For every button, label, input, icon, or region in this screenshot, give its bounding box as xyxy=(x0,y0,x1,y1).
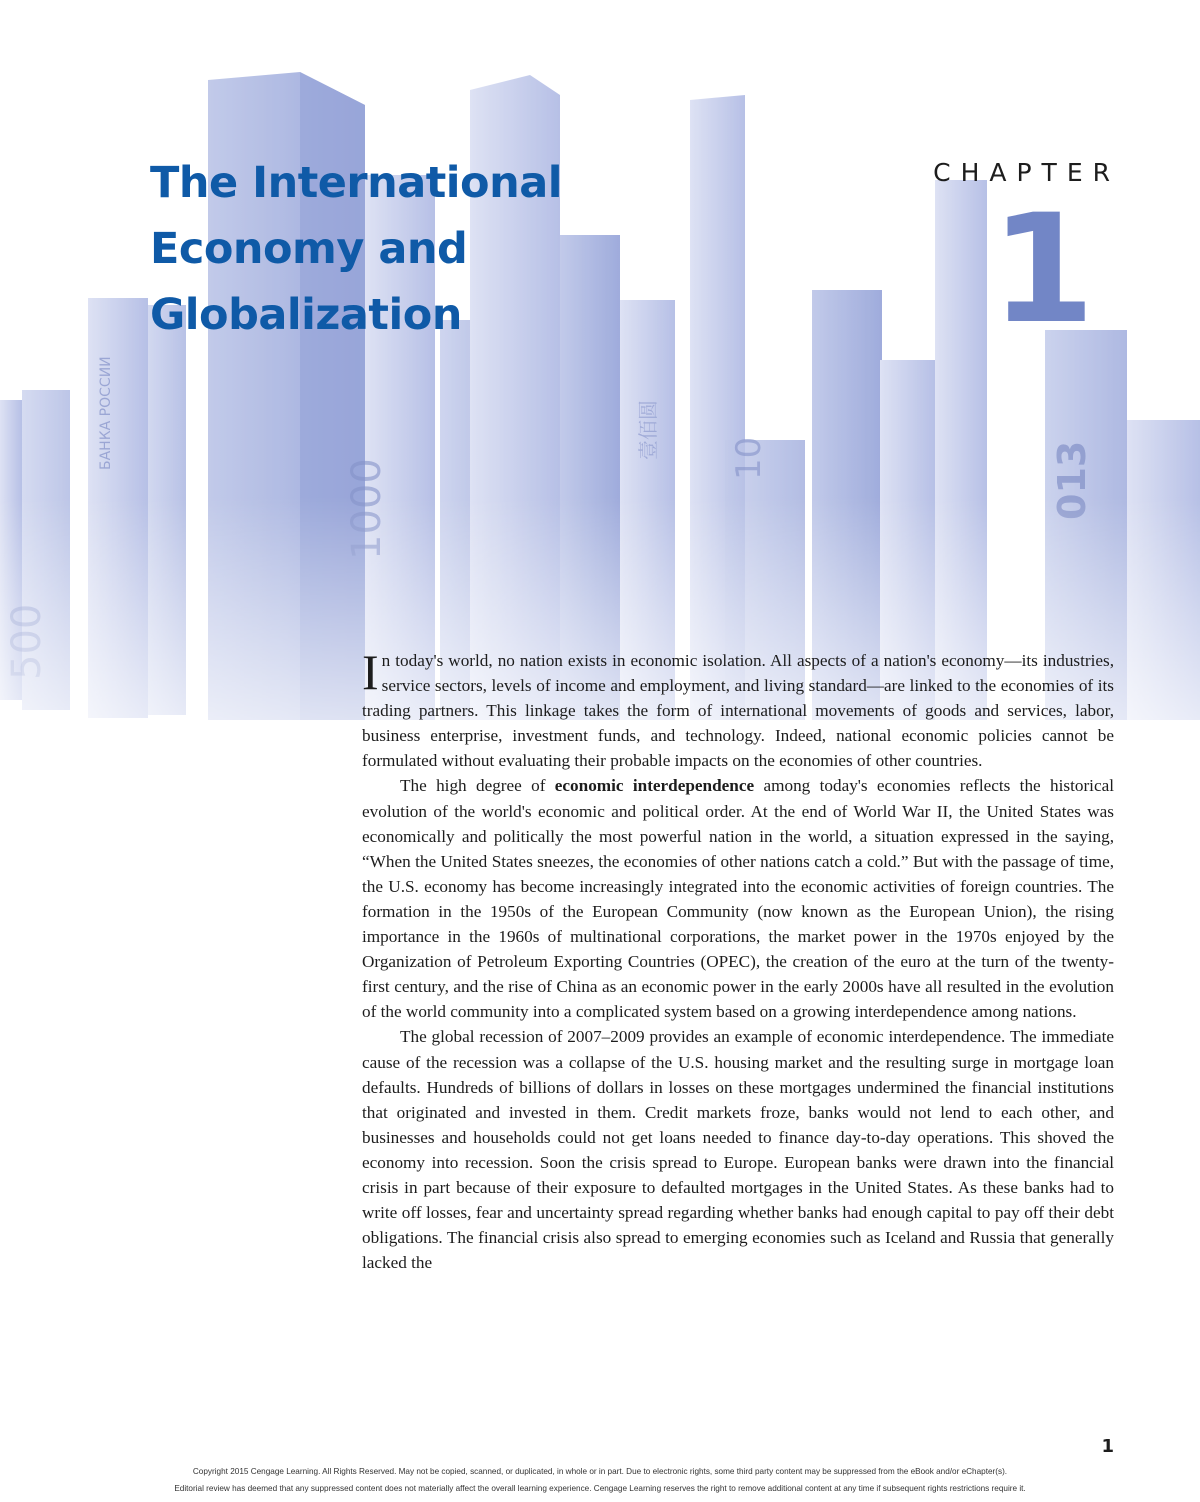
paragraph-3: The global recession of 2007–2009 provides an example of economic interdependence. The immediate cause of the recession was a collapse of the U.S. housing market and the resulting surge in mortgage loan defaults. Hundreds of billions of dollars in losses on these mortgages undermined the financial institutions that originated and invested in them. Credit markets froze, banks would not lend to each other, and businesses and households could not get loans needed to finance day-to-day operations. This shoved the economy into recession. Soon the crisis spread to Europe. European banks were drawn into the financial crisis in part because of their exposure to defaulted mortgages in the United States. As these banks had to write off losses, fear and uncertainty spread regarding whether banks had enough capital to pay off their debt obligations. The financial crisis also spread to emerging economies such as Iceland and Russia that generally lacked the xyxy=(362,1027,1114,1273)
paragraph-1-text: n today's world, no nation exists in economic isolation. All aspects of a nation's economy—its industries, service sectors, levels of income and employment, and living standard—are linked to the economies of its trading partners. This linkage takes the form of international movements of goods and services, labor, business enterprise, investment funds, and technology. Indeed, national economic policies cannot be formulated without evaluating their probable impacts on the economies of other countries. xyxy=(362,651,1114,771)
chapter-title-line-1: The International xyxy=(150,158,562,208)
chapter-number: 1 xyxy=(990,183,1095,357)
copyright-line-2: Editorial review has deemed that any suppressed content does not materially affect the overall learning experience. Cengage Learning reserves the right to remove additional content at any time if subsequent rights restrictions require it. xyxy=(174,1484,1026,1493)
body-text xyxy=(362,644,1114,1275)
paragraph-2 xyxy=(362,773,1114,1024)
chapter-title-line-2: Economy and xyxy=(150,224,468,274)
page-number: 1 xyxy=(1101,1436,1114,1457)
chapter-title-line-3: Globalization xyxy=(150,290,462,340)
key-term: economic interdependence xyxy=(554,776,755,796)
chapter-label: CHAPTER xyxy=(933,158,1120,187)
drop-cap: I xyxy=(362,644,379,700)
paragraph-2-text-end: among today's economies reflects the historical evolution of the world's economic and political order. At the end of World War II, the United States was economically and politically the most powerful nation in the world, a situation expressed in the saying, “When the United States sneezes, the economies of other nations catch a cold.” But with the passage of time, the U.S. economy has become increasingly integrated into the economic activities of foreign countries. The formation in the 1950s of the European Community (now known as the European Union), the rising importance in the 1960s of multinational corporations, the market power in the 1970s enjoyed by the Organization of Petroleum Exporting Countries (OPEC), the creation of the euro at the turn of the twenty-first century, and the rise of China as an economic power in the early 2000s have all resulted in the evolution of the world community into a complicated system based on a growing interdependence among nations. xyxy=(362,776,1114,1022)
paragraph-1 xyxy=(362,644,1114,773)
copyright-line-1: Copyright 2015 Cengage Learning. All Rights Reserved. May not be copied, scanned, or duplicated, in whole or in part. Due to electronic rights, some third party content may be suppressed from the eBook and/or eChapter(s). xyxy=(192,1467,1008,1476)
chapter-title xyxy=(150,150,710,348)
paragraph-2-text-start: The high degree of xyxy=(400,776,555,796)
